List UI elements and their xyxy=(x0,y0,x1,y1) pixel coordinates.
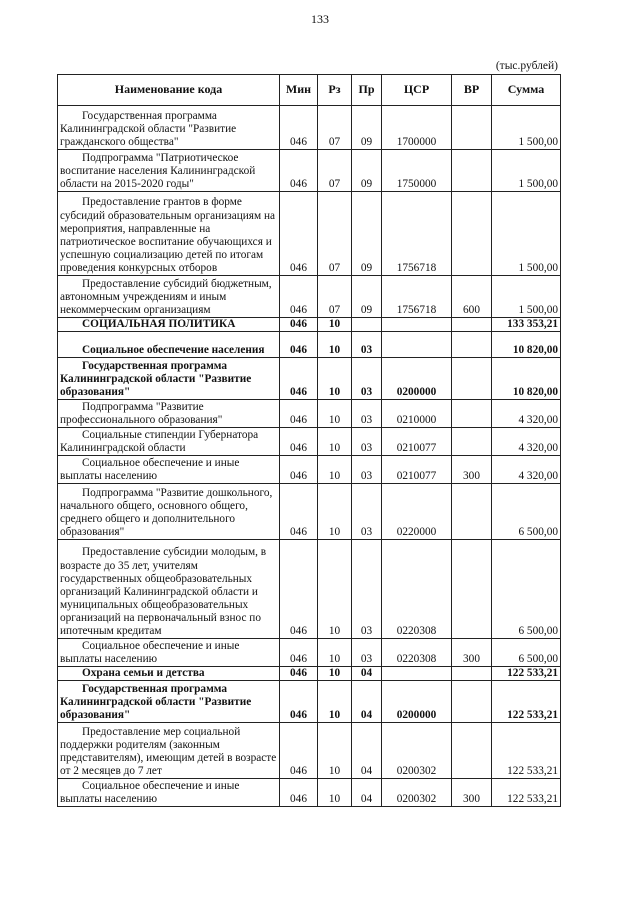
row-name: Подпрограмма "Развитие профессионального образования" xyxy=(58,400,280,428)
table-header-row xyxy=(58,75,561,106)
row-rz: 10 xyxy=(318,358,352,400)
row-pr: 03 xyxy=(352,358,382,400)
row-vr xyxy=(452,540,492,639)
row-min: 046 xyxy=(280,484,318,540)
table-row xyxy=(58,639,561,667)
row-rz: 07 xyxy=(318,276,352,318)
row-pr: 03 xyxy=(352,484,382,540)
row-rz: 10 xyxy=(318,400,352,428)
row-min: 046 xyxy=(280,779,318,807)
row-sum: 122 533,21 xyxy=(492,667,561,681)
row-pr: 04 xyxy=(352,667,382,681)
table-row xyxy=(58,192,561,276)
table-row xyxy=(58,779,561,807)
row-sum: 4 320,00 xyxy=(492,400,561,428)
row-pr: 03 xyxy=(352,400,382,428)
row-pr: 09 xyxy=(352,150,382,192)
row-min: 046 xyxy=(280,428,318,456)
row-vr xyxy=(452,318,492,332)
table-row xyxy=(58,332,561,358)
row-min: 046 xyxy=(280,332,318,358)
row-vr xyxy=(452,150,492,192)
row-rz: 07 xyxy=(318,192,352,276)
table-row xyxy=(58,540,561,639)
row-vr xyxy=(452,484,492,540)
row-csr: 0220308 xyxy=(382,540,452,639)
row-sum: 10 820,00 xyxy=(492,358,561,400)
row-vr xyxy=(452,681,492,723)
row-name: Государственная программа Калининградской области "Развитие образования" xyxy=(58,358,280,400)
table-row xyxy=(58,484,561,540)
column-header-name: Наименование кода xyxy=(58,75,280,106)
row-vr: 300 xyxy=(452,779,492,807)
row-name: Охрана семьи и детства xyxy=(58,667,280,681)
row-vr xyxy=(452,332,492,358)
row-name: Социальное обеспечение и иные выплаты населению xyxy=(58,639,280,667)
row-sum: 1 500,00 xyxy=(492,150,561,192)
row-pr: 03 xyxy=(352,428,382,456)
row-rz: 10 xyxy=(318,667,352,681)
row-name: СОЦИАЛЬНАЯ ПОЛИТИКА xyxy=(58,318,280,332)
table-row xyxy=(58,667,561,681)
table-row xyxy=(58,358,561,400)
row-sum: 122 533,21 xyxy=(492,723,561,779)
row-pr: 09 xyxy=(352,192,382,276)
row-csr: 0210000 xyxy=(382,400,452,428)
row-sum: 4 320,00 xyxy=(492,428,561,456)
row-min: 046 xyxy=(280,639,318,667)
row-name: Государственная программа Калининградской области "Развитие гражданского общества" xyxy=(58,106,280,150)
budget-table xyxy=(57,74,561,807)
row-name: Социальные стипендии Губернатора Калининградской области xyxy=(58,428,280,456)
column-header-min: Мин xyxy=(280,75,318,106)
row-name: Предоставление субсидий бюджетным, автономным учреждениям и иным некоммерческим организациям xyxy=(58,276,280,318)
row-pr: 03 xyxy=(352,456,382,484)
row-rz: 10 xyxy=(318,779,352,807)
column-header-sum: Сумма xyxy=(492,75,561,106)
row-min: 046 xyxy=(280,400,318,428)
row-vr xyxy=(452,428,492,456)
row-min: 046 xyxy=(280,358,318,400)
row-pr: 03 xyxy=(352,639,382,667)
row-csr xyxy=(382,332,452,358)
row-min: 046 xyxy=(280,276,318,318)
row-csr: 0220000 xyxy=(382,484,452,540)
row-csr: 0200302 xyxy=(382,723,452,779)
row-rz: 10 xyxy=(318,456,352,484)
table-row xyxy=(58,106,561,150)
row-vr xyxy=(452,723,492,779)
row-csr: 1700000 xyxy=(382,106,452,150)
table-row xyxy=(58,723,561,779)
row-sum: 122 533,21 xyxy=(492,681,561,723)
row-name: Подпрограмма "Развитие дошкольного, начального общего, основного общего, среднего общего и дополнительного образования" xyxy=(58,484,280,540)
row-name: Предоставление субсидии молодым, в возрасте до 35 лет, учителям государственных общеобразовательных организаций Калининградской области и муниципальных общеобразовательных организаций на первоначальный взнос по ипотечным кредитам xyxy=(58,540,280,639)
row-rz: 10 xyxy=(318,484,352,540)
row-name: Государственная программа Калининградской области "Развитие образования" xyxy=(58,681,280,723)
row-rz: 10 xyxy=(318,723,352,779)
row-sum: 122 533,21 xyxy=(492,779,561,807)
row-min: 046 xyxy=(280,540,318,639)
table-row xyxy=(58,456,561,484)
row-pr: 04 xyxy=(352,779,382,807)
row-min: 046 xyxy=(280,681,318,723)
row-vr: 300 xyxy=(452,639,492,667)
row-csr xyxy=(382,318,452,332)
row-sum: 1 500,00 xyxy=(492,276,561,318)
row-pr xyxy=(352,318,382,332)
row-vr xyxy=(452,192,492,276)
row-name: Подпрограмма "Патриотическое воспитание населения Калининградской области на 2015-2020 годы" xyxy=(58,150,280,192)
row-csr: 0210077 xyxy=(382,456,452,484)
row-min: 046 xyxy=(280,456,318,484)
row-rz: 07 xyxy=(318,106,352,150)
row-pr: 04 xyxy=(352,681,382,723)
table-row xyxy=(58,276,561,318)
row-name: Социальное обеспечение населения xyxy=(58,332,280,358)
row-pr: 03 xyxy=(352,332,382,358)
page-number: 133 xyxy=(311,12,329,26)
row-rz: 10 xyxy=(318,332,352,358)
row-rz: 10 xyxy=(318,639,352,667)
row-sum: 133 353,21 xyxy=(492,318,561,332)
row-pr: 03 xyxy=(352,540,382,639)
row-pr: 09 xyxy=(352,106,382,150)
row-csr: 0200000 xyxy=(382,358,452,400)
row-rz: 10 xyxy=(318,428,352,456)
table-row xyxy=(58,428,561,456)
column-header-rz: Рз xyxy=(318,75,352,106)
row-min: 046 xyxy=(280,106,318,150)
row-vr xyxy=(452,358,492,400)
row-csr: 0220308 xyxy=(382,639,452,667)
row-csr xyxy=(382,667,452,681)
row-min: 046 xyxy=(280,150,318,192)
column-header-csr: ЦСР xyxy=(382,75,452,106)
row-rz: 10 xyxy=(318,318,352,332)
row-sum: 4 320,00 xyxy=(492,456,561,484)
row-sum: 6 500,00 xyxy=(492,540,561,639)
row-name: Социальное обеспечение и иные выплаты населению xyxy=(58,456,280,484)
row-vr xyxy=(452,106,492,150)
row-rz: 10 xyxy=(318,540,352,639)
row-min: 046 xyxy=(280,667,318,681)
row-name: Социальное обеспечение и иные выплаты населению xyxy=(58,779,280,807)
table-row xyxy=(58,681,561,723)
row-csr: 1756718 xyxy=(382,192,452,276)
row-rz: 07 xyxy=(318,150,352,192)
table-row xyxy=(58,400,561,428)
row-pr: 04 xyxy=(352,723,382,779)
row-csr: 0210077 xyxy=(382,428,452,456)
column-header-pr: Пр xyxy=(352,75,382,106)
row-vr xyxy=(452,667,492,681)
column-header-vr: ВР xyxy=(452,75,492,106)
row-csr: 0200302 xyxy=(382,779,452,807)
units-label: (тыс.рублей) xyxy=(495,60,558,72)
row-min: 046 xyxy=(280,192,318,276)
row-name: Предоставление грантов в форме субсидий образовательным организациям на мероприятия, направленные на патриотическое воспитание обучающихся и успешную социализацию детей по итогам проведения конкурсных отборов xyxy=(58,192,280,276)
row-min: 046 xyxy=(280,318,318,332)
row-sum: 6 500,00 xyxy=(492,484,561,540)
row-csr: 0200000 xyxy=(382,681,452,723)
row-vr: 600 xyxy=(452,276,492,318)
row-vr: 300 xyxy=(452,456,492,484)
row-name: Предоставление мер социальной поддержки родителям (законным представителям), имеющим детей в возрасте от 2 месяцев до 7 лет xyxy=(58,723,280,779)
row-sum: 6 500,00 xyxy=(492,639,561,667)
row-pr: 09 xyxy=(352,276,382,318)
row-sum: 1 500,00 xyxy=(492,106,561,150)
table-row xyxy=(58,318,561,332)
row-vr xyxy=(452,400,492,428)
row-csr: 1750000 xyxy=(382,150,452,192)
table-row xyxy=(58,150,561,192)
row-csr: 1756718 xyxy=(382,276,452,318)
row-sum: 10 820,00 xyxy=(492,332,561,358)
row-rz: 10 xyxy=(318,681,352,723)
row-min: 046 xyxy=(280,723,318,779)
row-sum: 1 500,00 xyxy=(492,192,561,276)
